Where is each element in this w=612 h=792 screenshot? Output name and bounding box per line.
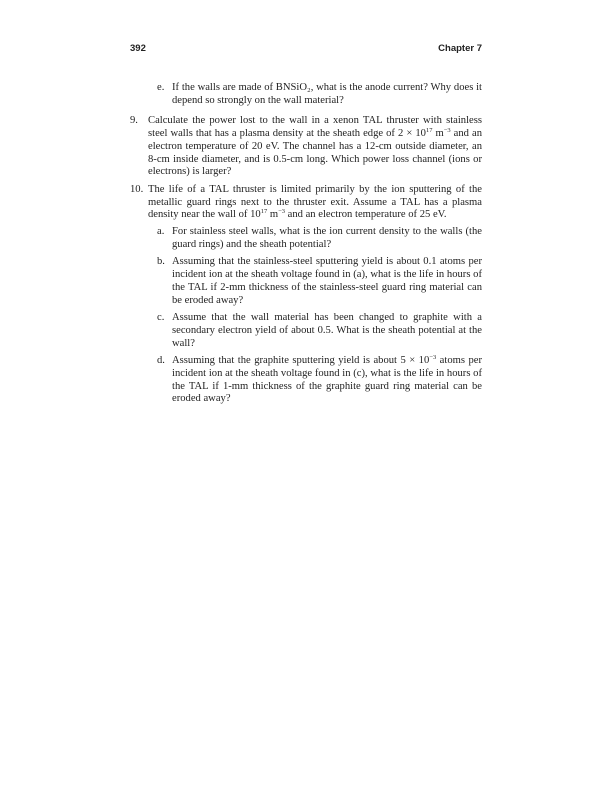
- problem-marker: 10.: [130, 183, 144, 195]
- sub-marker: c.: [157, 312, 165, 324]
- problem-text-part: atoms per incident ion at the sheath voltage found in (c), what is the life in hours of the TAL if 1-mm thickness of the graphite guard ring material can be eroded away?: [172, 355, 482, 405]
- sub-marker: d.: [157, 355, 165, 367]
- page-number: 392: [130, 43, 146, 54]
- problem-text-part: and an electron temperature of 20 eV. The channel has a 12-cm outside diameter, an 8-cm inside diameter, and is 0.5-cm long. Which power loss channel (ions or electrons) is larger?: [148, 128, 483, 178]
- problem-text: Assuming that the stainless-steel sputtering yield is about 0.1 atoms per incident ion at the sheath voltage found in (a), what is the life in hours of the TAL if 2-mm thickness of the stainless-steel guard ring material can be eroded away?: [172, 256, 482, 306]
- problem-10d: [130, 355, 482, 406]
- problem-text: If the walls are made of BNSiO₂, what is the anode current? Why does it depend so strongly on the wall material?: [172, 82, 482, 106]
- problem-9: [130, 115, 482, 179]
- chapter-title: Chapter 7: [438, 43, 482, 54]
- problem-text-part: The life of a TAL thruster is limited primarily by the ion sputtering of the metallic guard rings next to the thruster exit. Assume a TAL has a plasma density near the wall of 10: [148, 183, 482, 221]
- problem-text: For stainless steel walls, what is the ion current density to the walls (the guard rings) and the sheath potential?: [172, 226, 482, 250]
- problem-text-part: Calculate the power lost to the wall in a xenon TAL thruster with stainless steel walls that has a plasma density at the sheath edge of 2 × 10: [148, 115, 482, 140]
- sub-marker: b.: [157, 256, 165, 268]
- problem-text: Assume that the wall material has been changed to graphite with a secondary electron yield of about 0.5. What is the sheath potential at the wall?: [172, 312, 482, 349]
- problem-10: [130, 184, 482, 222]
- problem-text-part: Assuming that the graphite sputtering yield is about 5 × 10: [172, 355, 430, 367]
- problem-text-part: m: [432, 128, 444, 140]
- problem-text-part: m: [267, 209, 279, 221]
- problem-10b: [130, 256, 482, 307]
- sub-marker: a.: [157, 226, 165, 238]
- problem-10c: [130, 312, 482, 350]
- exponent: 17: [260, 208, 268, 216]
- sub-marker: e.: [157, 82, 165, 93]
- exponent: −3: [443, 127, 451, 135]
- exponent: −3: [278, 208, 285, 216]
- exponent: −3: [429, 354, 437, 362]
- problem-8e: [130, 82, 482, 107]
- problem-list: [130, 82, 482, 411]
- problem-10a: [130, 226, 482, 251]
- problem-text-part: and an electron temperature of 25 eV.: [285, 209, 447, 221]
- exponent: 17: [425, 127, 433, 135]
- problem-marker: 9.: [130, 115, 138, 127]
